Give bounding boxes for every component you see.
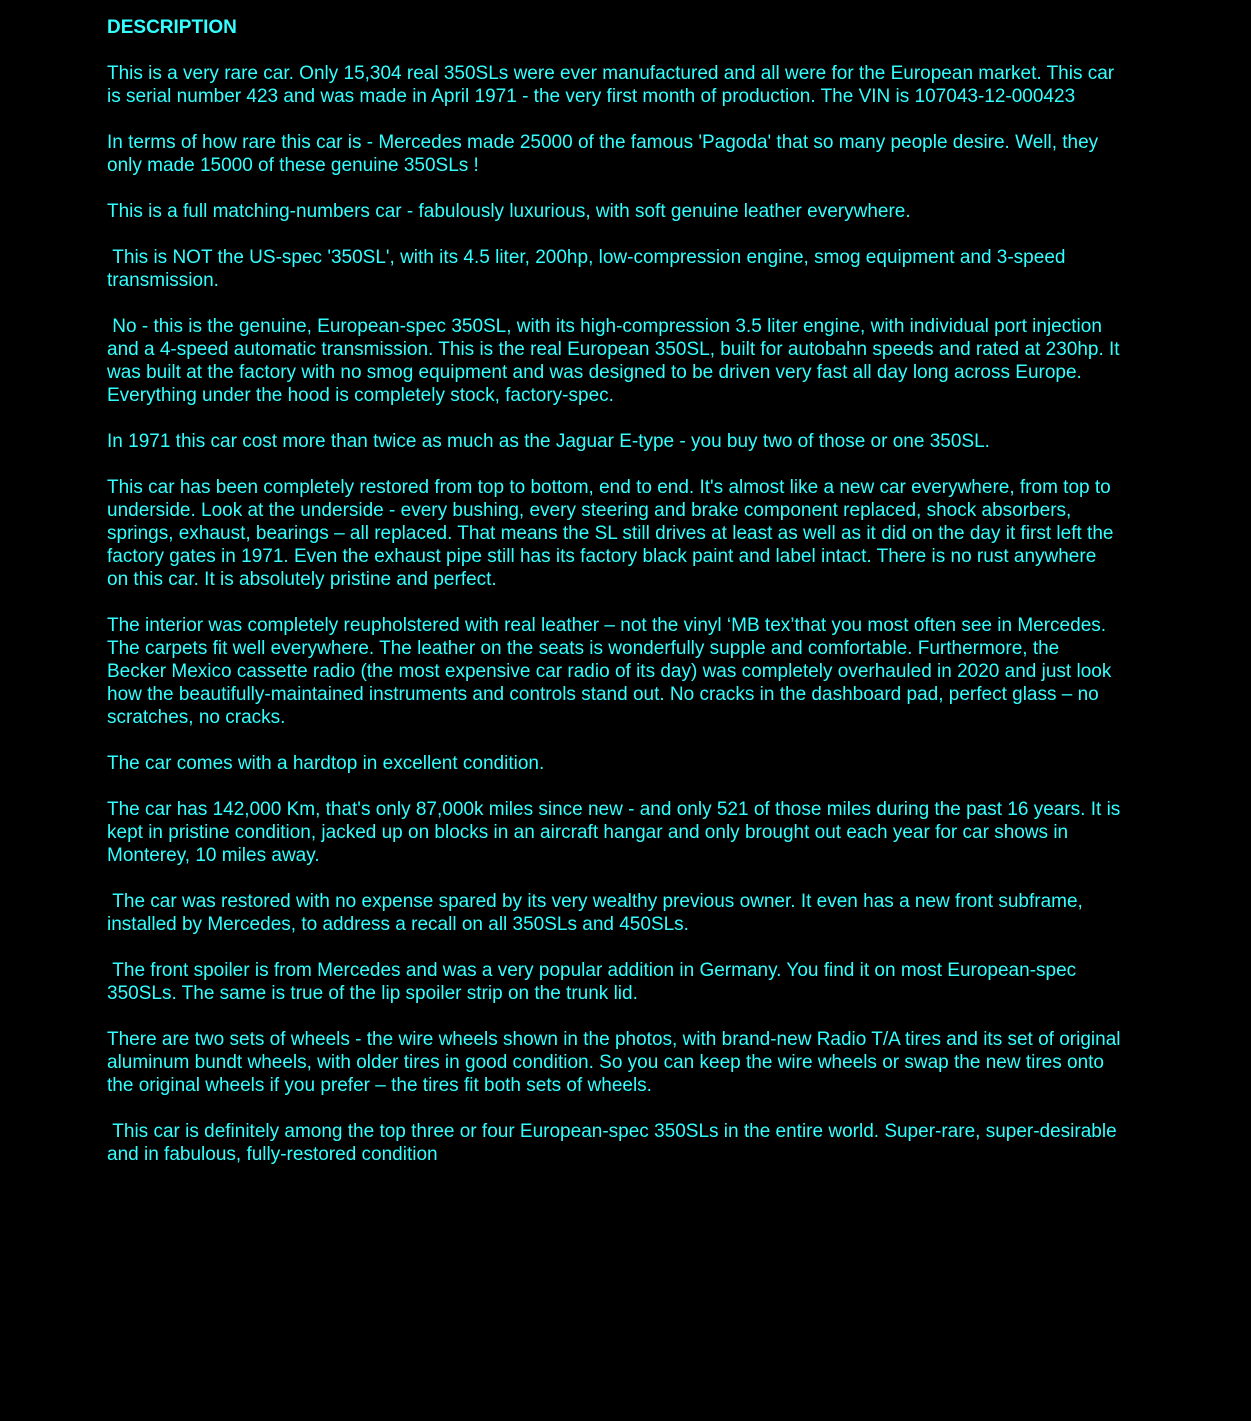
description-paragraph-cost: In 1971 this car cost more than twice as much as the Jaguar E-type - you buy two of those or one 350SL.: [107, 431, 990, 452]
description-section: [107, 16, 1126, 1189]
description-paragraph-wheels: There are two sets of wheels - the wire wheels shown in the photos, with brand-new Radio T/A tires and its set of original aluminum bundt wheels, with older tires in good condition. So you can keep the wire wheels or swap the new tires onto the original wheels if you prefer – the tires fit both sets of wheels.: [107, 1029, 1126, 1096]
description-paragraph-rarity: This is a very rare car. Only 15,304 real 350SLs were ever manufactured and all were for the European market. This car is serial number 423 and was made in April 1971 - the very first month of production. The VIN is 107043-12-000423: [107, 63, 1120, 107]
description-heading: DESCRIPTION: [107, 17, 237, 38]
description-paragraph-mileage: The car has 142,000 Km, that's only 87,000k miles since new - and only 521 of those miles during the past 16 years. It is kept in pristine condition, jacked up on blocks in an aircraft hangar and only brought out each year for car shows in Monterey, 10 miles away.: [107, 799, 1126, 866]
description-paragraph-restoration: This car has been completely restored from top to bottom, end to end. It's almost like a new car everywhere, from top to underside. Look at the underside - every bushing, every steering and brake component replaced, shock absorbers, springs, exhaust, bearings – all replaced. That means the SL still drives at least as well as it did on the day it first left the factory gates in 1971. Even the exhaust pipe still has its factory black paint and label intact. There is no rust anywhere on this car. It is absolutely pristine and perfect.: [107, 477, 1119, 590]
description-paragraph-european-spec: No - this is the genuine, European-spec 350SL, with its high-compression 3.5 liter engine, with individual port injection and a 4-speed automatic transmission. This is the real European 350SL, built for autobahn speeds and rated at 230hp. It was built at the factory with no smog equipment and was designed to be driven very fast all day long across Europe. Everything under the hood is completely stock, factory-spec.: [107, 316, 1125, 406]
description-paragraph-subframe: The car was restored with no expense spared by its very wealthy previous owner. It even has a new front subframe, installed by Mercedes, to address a recall on all 350SLs and 450SLs.: [107, 891, 1089, 935]
description-paragraph-summary: This car is definitely among the top three or four European-spec 350SLs in the entire world. Super-rare, super-desirable and in fabulous, fully-restored condition: [107, 1121, 1122, 1165]
description-paragraph-hardtop: The car comes with a hardtop in excellent condition.: [107, 753, 545, 774]
description-paragraph-not-us-spec: This is NOT the US-spec '350SL', with its 4.5 liter, 200hp, low-compression engine, smog equipment and 3-speed transmission.: [107, 247, 1071, 291]
description-paragraph-matching-numbers: This is a full matching-numbers car - fabulously luxurious, with soft genuine leather everywhere.: [107, 201, 911, 222]
description-paragraph-interior: The interior was completely reupholstered with real leather – not the vinyl ‘MB tex’that you most often see in Mercedes. The carpets fit well everywhere. The leather on the seats is wonderfully supple and comfortable. Furthermore, the Becker Mexico cassette radio (the most expensive car radio of its day) was completely overhauled in 2020 and just look how the beautifully-maintained instruments and controls stand out. No cracks in the dashboard pad, perfect glass – no scratches, no cracks.: [107, 615, 1117, 728]
description-paragraph-spoiler: The front spoiler is from Mercedes and was a very popular addition in Germany. You find it on most European-spec 350SLs. The same is true of the lip spoiler strip on the trunk lid.: [107, 960, 1082, 1004]
description-paragraph-pagoda: In terms of how rare this car is - Mercedes made 25000 of the famous 'Pagoda' that so many people desire. Well, they only made 15000 of these genuine 350SLs !: [107, 132, 1104, 176]
